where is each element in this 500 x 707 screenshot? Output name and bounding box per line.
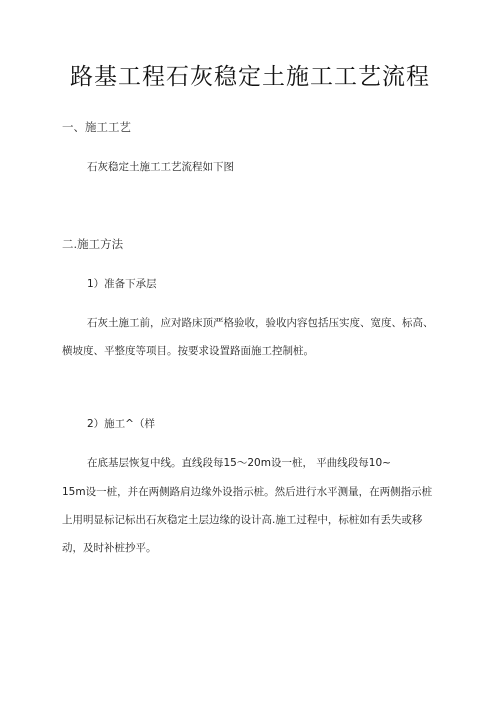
paragraph-line: 在底基层恢复中线。直线段每15～20m设一桩， 平曲线段每10~ [87, 457, 391, 469]
section-heading-construction-method: 二.施工方法 [62, 237, 124, 251]
subsection-heading-prepare-base: 1）准备下承层 [87, 278, 157, 290]
paragraph-line: 石灰土施工前，应对路床顶严格验收，验收内容包括压实度、宽度、标高、 [87, 317, 434, 329]
paragraph-line: 横坡度、平整度等项目。按要求设置路面施工控制桩。 [62, 345, 314, 357]
subsection-heading-construction-layout: 2）施工^（样 [87, 418, 155, 430]
paragraph-line: 动，及时补桩抄平。 [62, 542, 157, 554]
paragraph-line: 15m设一桩，并在两侧路肩边缘外设指示桩。然后进行水平测量，在两侧指示桩 [62, 486, 433, 498]
process-description: 石灰稳定土施工工艺流程如下图 [87, 161, 234, 173]
document-title: 路基工程石灰稳定土施工工艺流程 [70, 64, 430, 90]
paragraph-line: 上用明显标记标出石灰稳定土层边缘的设计高.施工过程中，标桩如有丢失或移 [62, 514, 423, 526]
section-heading-construction-process: 一、施工工艺 [62, 120, 131, 134]
